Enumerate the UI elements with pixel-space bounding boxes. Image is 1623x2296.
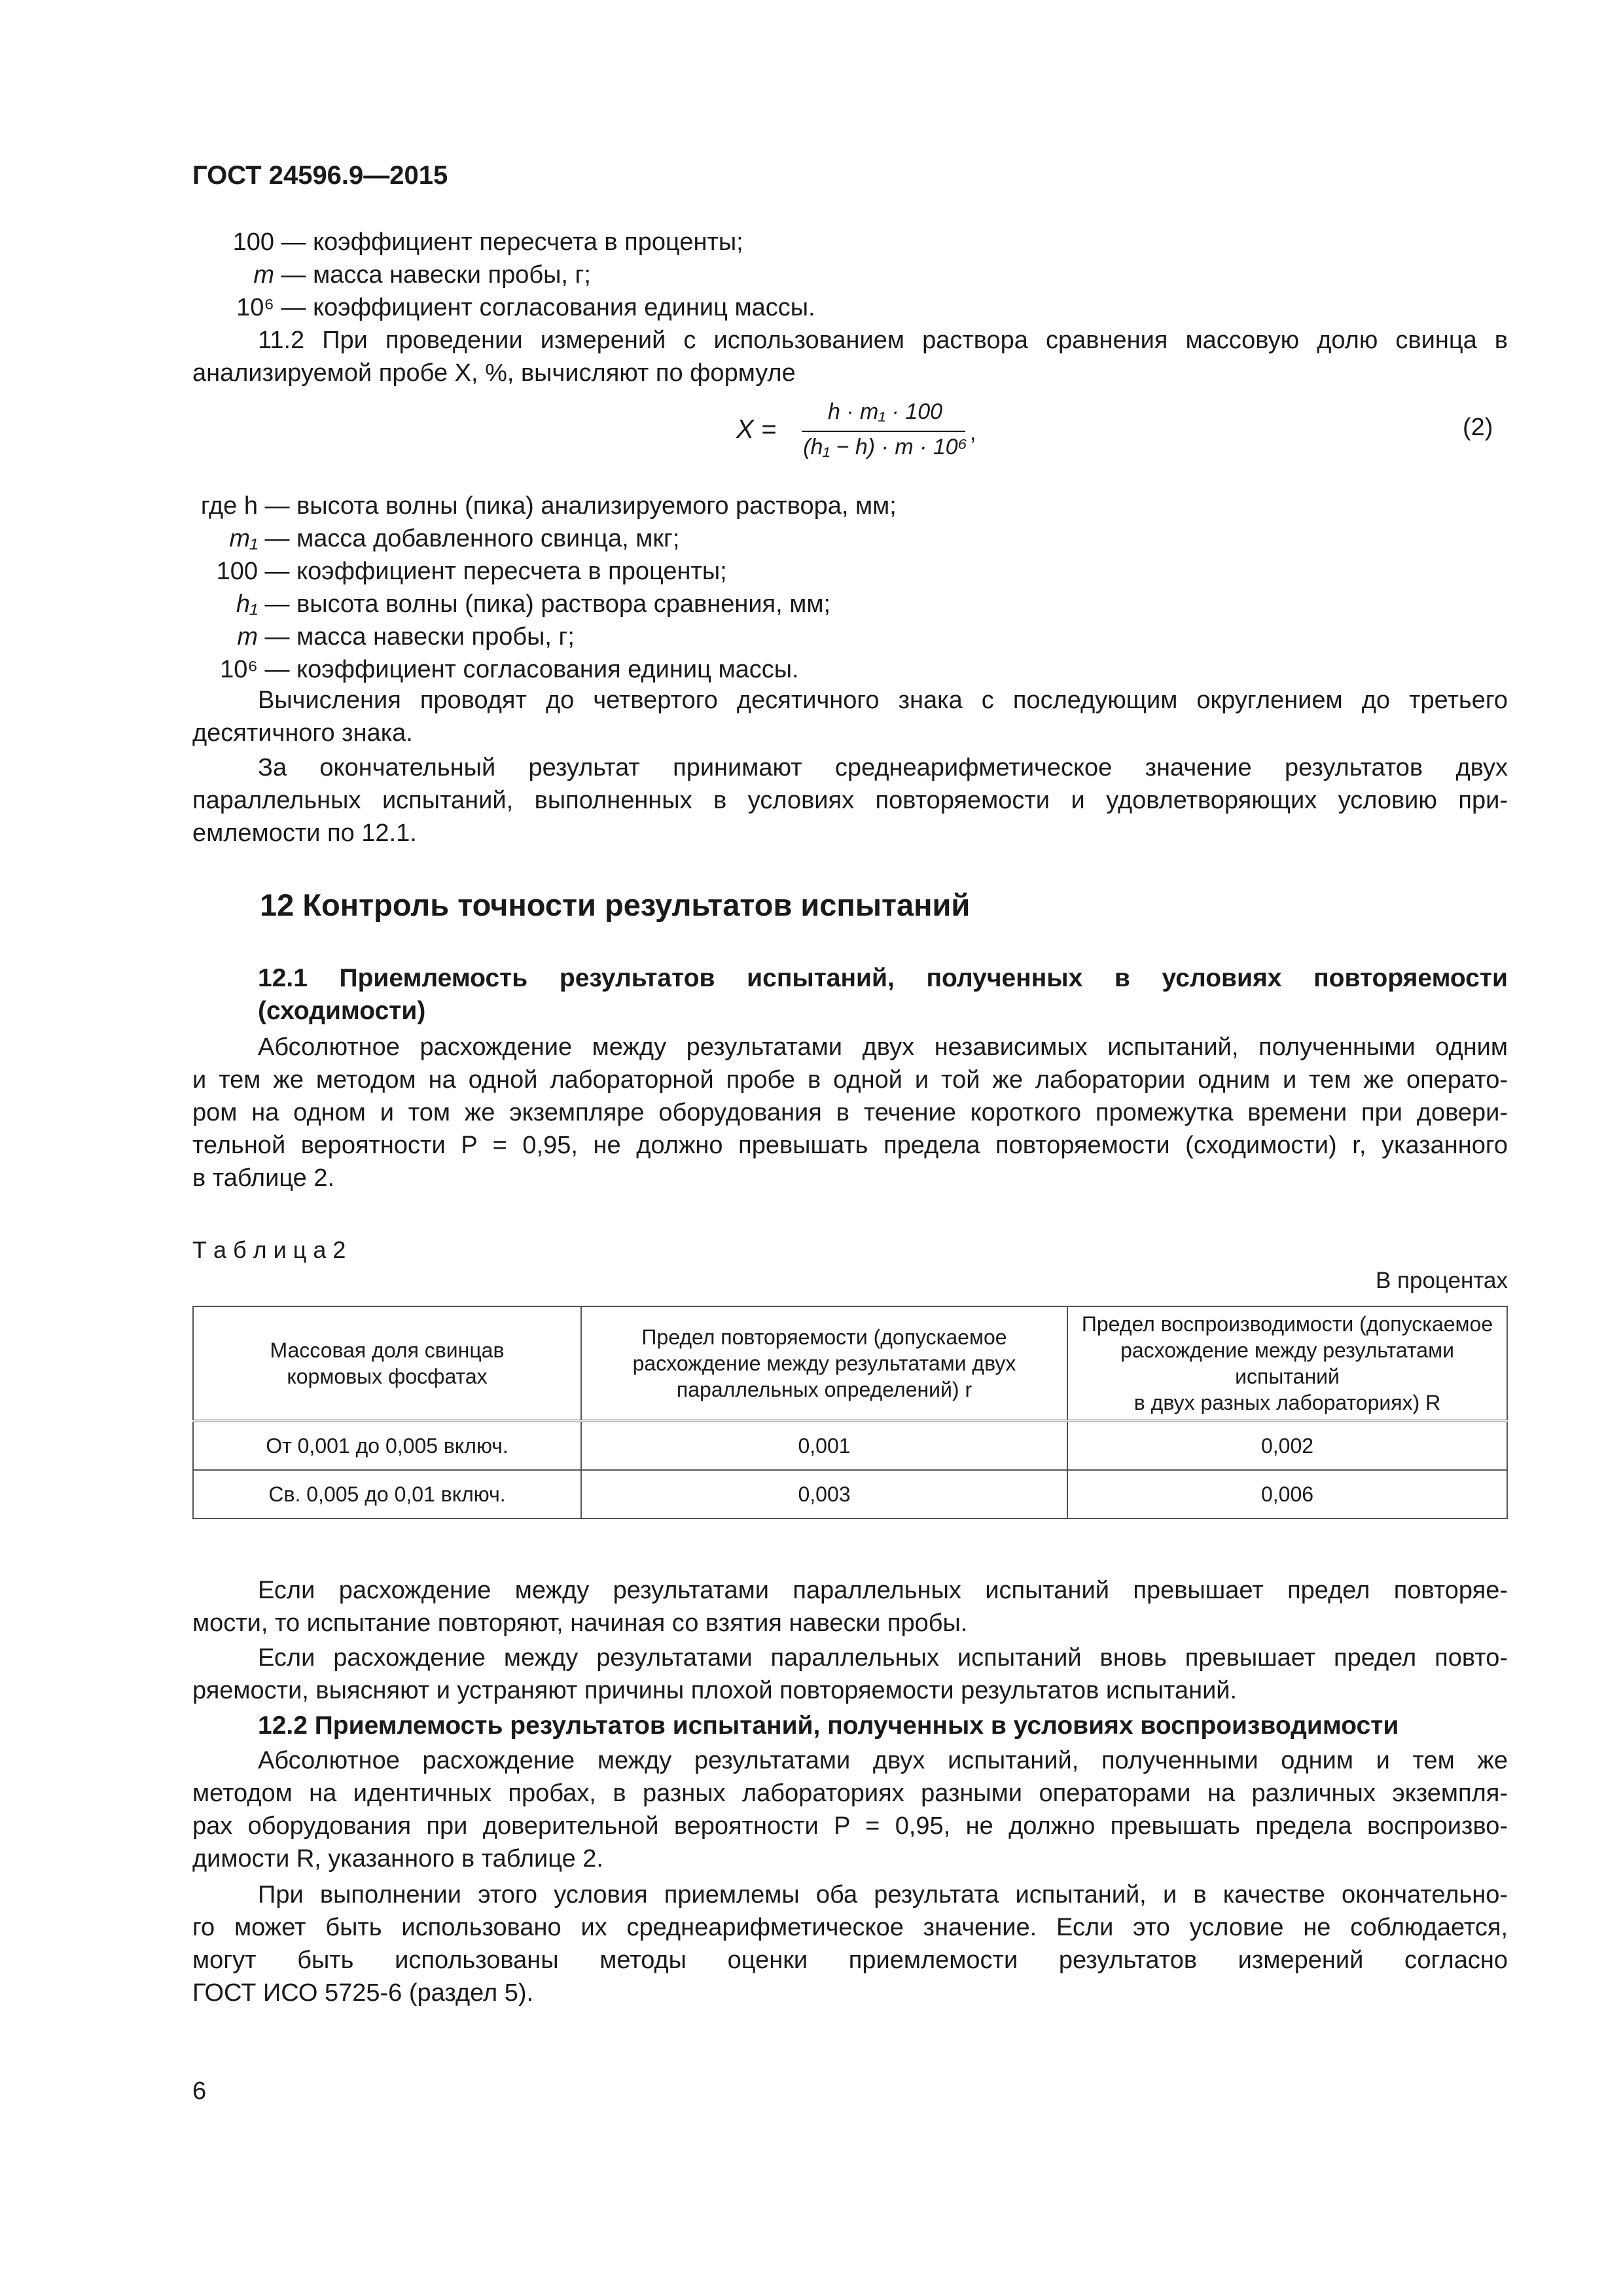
table-header-cell — [1067, 1306, 1507, 1421]
paragraph-line: методом на идентичных пробах, в разных лабораториях разными операторами на различных экземпля- — [192, 1780, 1508, 1807]
definition-text: — коэффициент пересчета в проценты; — [258, 558, 727, 585]
formula-comma: , — [970, 420, 976, 445]
table-row — [193, 1421, 1507, 1470]
definition-item — [192, 653, 897, 686]
table-row — [193, 1470, 1507, 1518]
formula-lhs: X = — [736, 415, 777, 444]
definition-symbol: m — [237, 623, 258, 651]
definition-text: — коэффициент пересчета в проценты; — [274, 228, 743, 256]
section-12-heading: 12 Контроль точности результатов испытаний — [260, 888, 971, 922]
definition-symbol: 10⁶ — [236, 294, 274, 321]
heading-line: 12.1 Приемлемость результатов испытаний, полученных в условиях повторяемости — [258, 964, 1508, 992]
paragraph-line: десятичного знака. — [192, 719, 413, 747]
definitions-block-2 — [192, 490, 897, 686]
table-cell: 0,003 — [581, 1470, 1067, 1518]
table-units: В процентах — [1375, 1268, 1508, 1293]
subsection-12-1-heading — [192, 962, 1508, 1028]
paragraph-line: мости, то испытание повторяют, начиная со взятия навески пробы. — [192, 1609, 968, 1637]
definition-symbol: m — [253, 261, 274, 289]
paragraph-line: анализируемой пробе X, %, вычисляют по формуле — [192, 359, 796, 387]
formula-number: (2) — [1463, 414, 1493, 441]
paragraph-line: 11.2 При проведении измерений с использованием раствора сравнения массовую долю свинца в — [258, 327, 1508, 354]
definition-item — [192, 259, 815, 291]
paragraph-line: Если расхождение между результатами параллельных испытаний превышает предел повторяе- — [258, 1577, 1508, 1604]
definition-text: — коэффициент согласования единиц массы. — [258, 656, 799, 683]
definition-symbol: 100 — [216, 558, 258, 585]
table-caption: Т а б л и ц а 2 — [192, 1236, 346, 1263]
table-cell: От 0,001 до 0,005 включ. — [193, 1421, 581, 1470]
header-line: кормовых фосфатах — [287, 1365, 488, 1388]
paragraph-line: Абсолютное расхождение между результатами двух независимых испытаний, полученными одним — [258, 1033, 1508, 1061]
header-line: Массовая доля свинцав — [270, 1338, 505, 1362]
table-header-cell — [581, 1306, 1067, 1421]
definition-item — [192, 555, 897, 588]
table-cell: Св. 0,005 до 0,01 включ. — [193, 1470, 581, 1518]
formula-numerator: h · m₁ · 100 — [827, 399, 943, 424]
paragraph-line: параллельных испытаний, выполненных в условиях повторяемости и удовлетворяющих условию при- — [192, 787, 1508, 814]
definition-item — [192, 588, 897, 620]
paragraph-line: рах оборудования при доверительной вероятности P = 0,95, не должно превышать предела воспроизво- — [192, 1812, 1508, 1840]
table-cell: 0,001 — [581, 1421, 1067, 1470]
paragraph-line: ГОСТ ИСО 5725-6 (раздел 5). — [192, 1979, 534, 2007]
definitions-block-1 — [192, 226, 815, 324]
paragraph-line: За окончательный результат принимают среднеарифметическое значение результатов двух — [258, 754, 1508, 781]
header-line: параллельных определений) r — [676, 1378, 972, 1401]
formula-2 — [736, 399, 976, 473]
definition-item — [192, 291, 815, 324]
paragraph-repeat-test — [192, 1574, 1508, 1640]
header-line: расхождение между результатами двух — [632, 1352, 1016, 1375]
definition-text: — масса навески пробы, г; — [258, 623, 575, 651]
definition-item — [192, 620, 897, 653]
paragraph-line: Абсолютное расхождение между результатами двух испытаний, полученными одним и тем же — [258, 1747, 1508, 1774]
paragraph-line: ром на одном и том же экземпляре оборудования в течение короткого промежутка времени при довери- — [192, 1099, 1508, 1126]
header-line: в двух разных лабораториях) R — [1133, 1391, 1441, 1414]
definition-symbol: 100 — [232, 228, 274, 256]
definition-text: — масса добавленного свинца, мкг; — [258, 525, 680, 552]
paragraph-line: Если расхождение между результатами параллельных испытаний вновь превышает предел повто- — [258, 1644, 1508, 1672]
header-line: Предел воспроизводимости (допускаемое — [1081, 1312, 1493, 1336]
definition-text: — масса навески пробы, г; — [274, 261, 591, 289]
definition-symbol: h₁ — [236, 590, 258, 618]
paragraph-line: ряемости, выясняют и устраняют причины плохой повторяемости результатов испытаний. — [192, 1677, 1238, 1704]
paragraph-repeat-fail — [192, 1641, 1508, 1707]
paragraph-12-1 — [192, 1031, 1508, 1194]
table-cell: 0,006 — [1067, 1470, 1507, 1518]
paragraph-line: и тем же методом на одной лабораторной пробе в одной и той же лаборатории одним и тем же операто- — [192, 1066, 1508, 1094]
definition-symbol: 10⁶ — [220, 656, 258, 683]
table-cell: 0,002 — [1067, 1421, 1507, 1470]
definition-item — [192, 490, 897, 522]
header-line: Предел повторяемости (допускаемое — [641, 1325, 1007, 1349]
paragraph-line: тельной вероятности P = 0,95, не должно превышать предела повторяемости (сходимости) r, указанного — [192, 1132, 1508, 1159]
definition-text: — коэффициент согласования единиц массы. — [274, 294, 815, 321]
table-2 — [192, 1306, 1508, 1519]
paragraph-line: го может быть использовано их среднеарифметическое значение. Если это условие не соблюдается, — [192, 1914, 1508, 1941]
document-header: ГОСТ 24596.9—2015 — [192, 161, 448, 190]
paragraph-line: могут быть использованы методы оценки приемлемости результатов измерений согласно — [192, 1946, 1508, 1974]
paragraph-12-2 — [192, 1744, 1508, 1875]
paragraph-line: в таблице 2. — [192, 1164, 335, 1192]
paragraph-line: емлемости по 12.1. — [192, 819, 417, 847]
fraction-bar — [802, 431, 965, 432]
page-number: 6 — [192, 2077, 207, 2105]
paragraph-calculation — [192, 684, 1508, 749]
definition-symbol: m₁ — [229, 525, 258, 552]
formula-denominator: (h₁ − h) · m · 10⁶ — [803, 435, 967, 459]
paragraph-line: димости R, указанного в таблице 2. — [192, 1845, 603, 1873]
paragraph-line: Вычисления проводят до четвертого десятичного знака с последующим округлением до третьего — [258, 687, 1508, 714]
paragraph-final-result — [192, 751, 1508, 850]
definition-text: — высота волны (пика) анализируемого раствора, мм; — [258, 492, 897, 520]
header-line: расхождение между результатами испытаний — [1120, 1338, 1454, 1388]
definition-symbol: где h — [200, 492, 258, 520]
definition-item — [192, 522, 897, 555]
heading-line: (сходимости) — [258, 997, 426, 1025]
definition-text: — высота волны (пика) раствора сравнения, мм; — [258, 590, 831, 618]
table-header-cell — [193, 1306, 581, 1421]
subsection-12-2-heading: 12.2 Приемлемость результатов испытаний, полученных в условиях воспроизводимости — [258, 1712, 1399, 1740]
table-header-row — [193, 1306, 1507, 1421]
paragraph-11-2 — [192, 324, 1508, 389]
paragraph-acceptance — [192, 1878, 1508, 2009]
paragraph-line: При выполнении этого условия приемлемы оба результата испытаний, и в качестве окончательно- — [258, 1881, 1508, 1909]
definition-item — [192, 226, 815, 259]
